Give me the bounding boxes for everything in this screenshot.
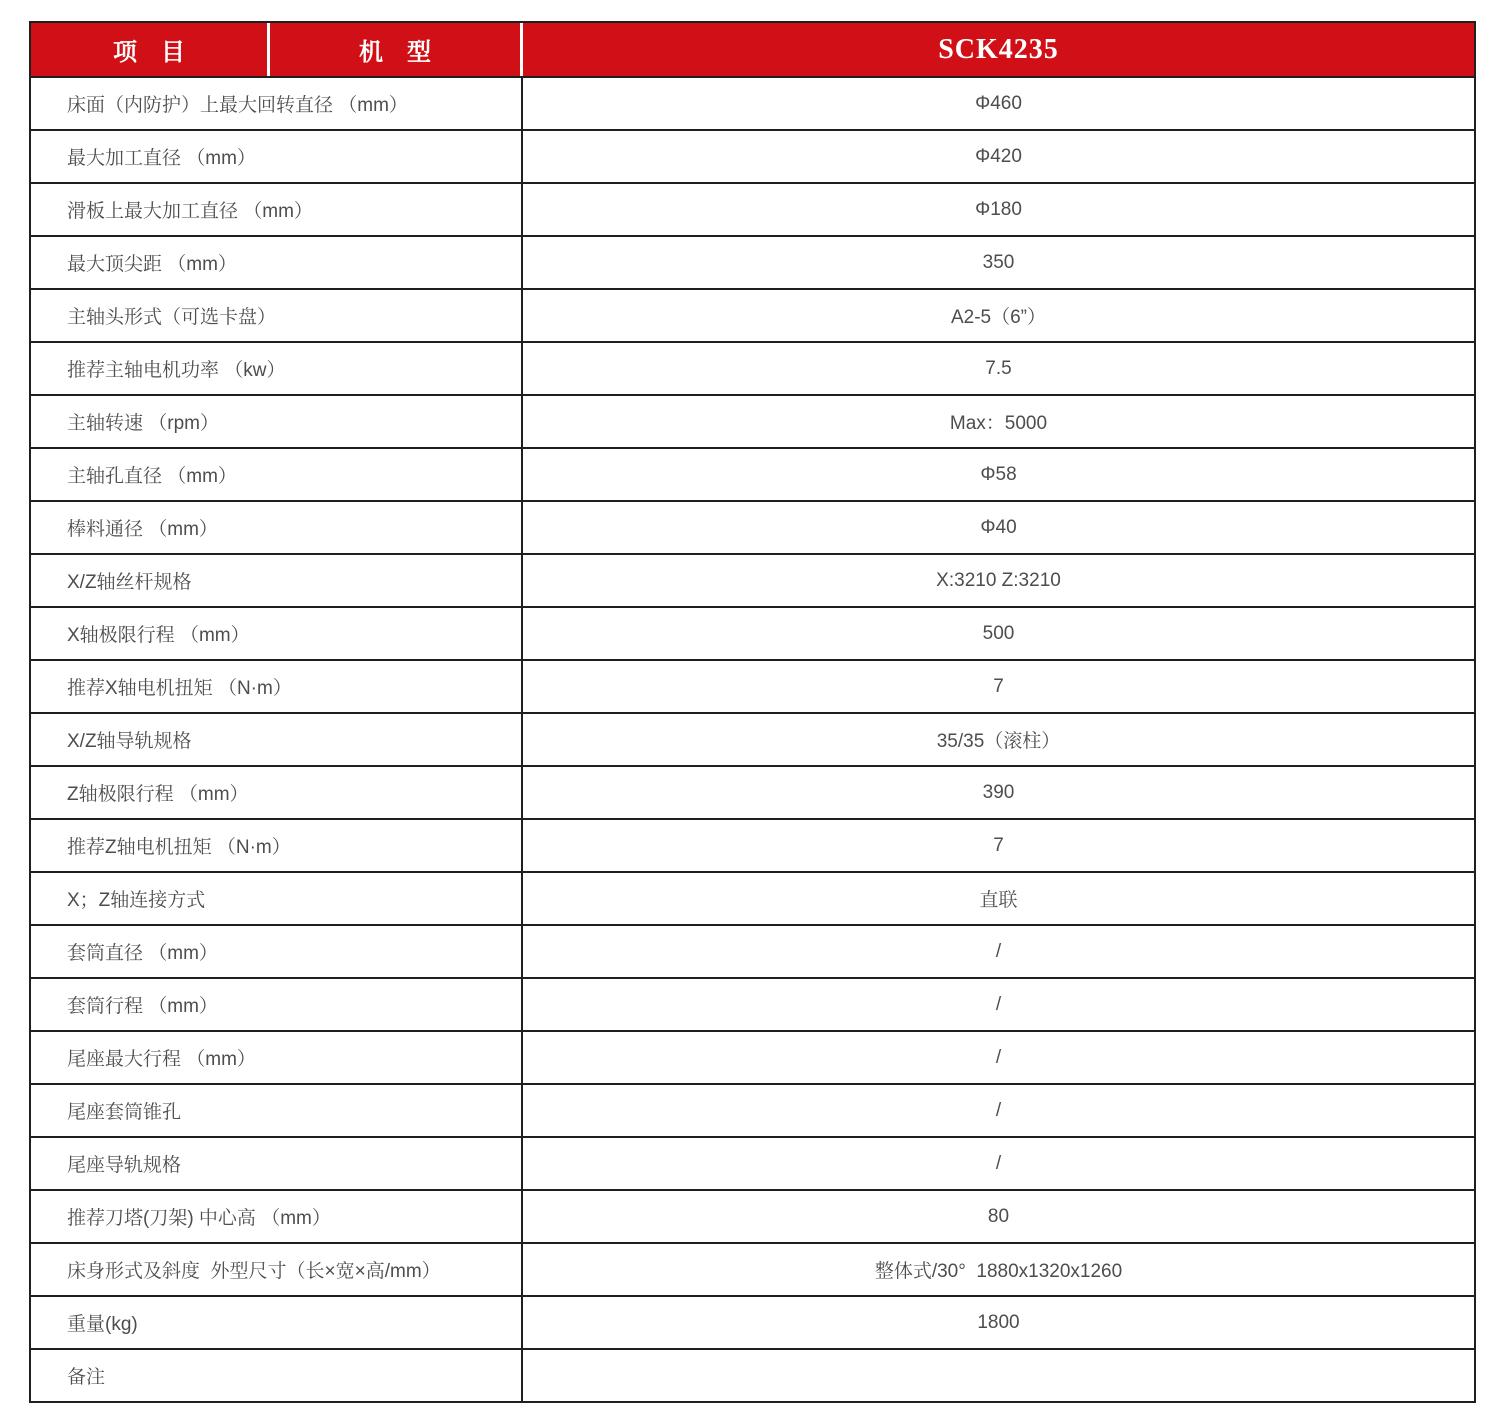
table-row: [31, 341, 1474, 394]
spec-label: 重量(kg): [31, 1297, 523, 1348]
spec-value: Φ180: [975, 198, 1022, 220]
table-header-row: [31, 23, 1474, 76]
table-row: [31, 235, 1474, 288]
spec-label: 推荐Z轴电机扭矩 （N·m）: [31, 820, 523, 871]
spec-value: /: [995, 993, 1002, 1015]
spec-value: 7: [993, 675, 1004, 697]
table-row: [31, 765, 1474, 818]
table-row: [31, 447, 1474, 500]
spec-value: 整体式/30° 1880x1320x1260: [874, 1261, 1123, 1282]
header-model-value: SCK4235: [938, 33, 1059, 65]
spec-label: 最大顶尖距 （mm）: [31, 237, 523, 288]
spec-value: 80: [987, 1205, 1010, 1227]
spec-value: 直联: [979, 890, 1018, 911]
table-row: [31, 606, 1474, 659]
spec-value: 350: [982, 251, 1015, 273]
table-row: [31, 1348, 1474, 1401]
table-row: [31, 1030, 1474, 1083]
table-row: [31, 394, 1474, 447]
spec-value: [523, 1350, 1474, 1401]
spec-label: 推荐X轴电机扭矩 （N·m）: [31, 661, 523, 712]
table-row: [31, 182, 1474, 235]
table-row: [31, 1295, 1474, 1348]
spec-label: Z轴极限行程 （mm）: [31, 767, 523, 818]
spec-label: 主轴孔直径 （mm）: [31, 449, 523, 500]
spec-label: 主轴头形式（可选卡盘）: [31, 290, 523, 341]
table-row: [31, 871, 1474, 924]
table-row: [31, 129, 1474, 182]
spec-value: 35/35（滚柱）: [936, 731, 1061, 752]
spec-value: Φ420: [975, 145, 1022, 167]
spec-label: 套筒直径 （mm）: [31, 926, 523, 977]
table-row: [31, 924, 1474, 977]
table-row: [31, 712, 1474, 765]
table-row: [31, 1083, 1474, 1136]
spec-value: A2-5（6”）: [950, 307, 1047, 328]
spec-label: 床身形式及斜度 外型尺寸（长×宽×高/mm）: [31, 1244, 523, 1295]
spec-value: 390: [982, 781, 1015, 803]
spec-value: 7: [993, 834, 1004, 856]
table-row: [31, 818, 1474, 871]
spec-value: /: [995, 1046, 1002, 1068]
spec-value: Φ40: [980, 516, 1017, 538]
spec-value: Φ460: [975, 92, 1022, 114]
header-model-column: 机 型: [270, 23, 523, 76]
spec-table: [29, 21, 1476, 1403]
spec-value: Max：5000: [949, 413, 1048, 434]
spec-label: X轴极限行程 （mm）: [31, 608, 523, 659]
spec-value: Φ58: [980, 463, 1017, 485]
spec-label: 棒料通径 （mm）: [31, 502, 523, 553]
spec-label: 备注: [31, 1350, 523, 1401]
spec-label: 尾座套筒锥孔: [31, 1085, 523, 1136]
spec-label: X；Z轴连接方式: [31, 873, 523, 924]
table-row: [31, 76, 1474, 129]
spec-label: 推荐刀塔(刀架) 中心高 （mm）: [31, 1191, 523, 1242]
spec-label: 推荐主轴电机功率 （kw）: [31, 343, 523, 394]
spec-value: 1800: [977, 1311, 1020, 1333]
spec-rows: [31, 76, 1474, 1401]
spec-value: X:3210 Z:3210: [936, 569, 1061, 591]
table-row: [31, 500, 1474, 553]
spec-value: 500: [982, 622, 1015, 644]
spec-label: X/Z轴导轨规格: [31, 714, 523, 765]
spec-label: X/Z轴丝杆规格: [31, 555, 523, 606]
table-row: [31, 553, 1474, 606]
spec-value: /: [995, 1099, 1002, 1121]
table-row: [31, 659, 1474, 712]
spec-value: /: [995, 940, 1002, 962]
header-item-column: 项 目: [31, 23, 270, 76]
spec-label: 滑板上最大加工直径 （mm）: [31, 184, 523, 235]
table-row: [31, 1242, 1474, 1295]
table-row: [31, 288, 1474, 341]
spec-label: 尾座导轨规格: [31, 1138, 523, 1189]
spec-label: 最大加工直径 （mm）: [31, 131, 523, 182]
spec-value: /: [995, 1152, 1002, 1174]
spec-label: 套筒行程 （mm）: [31, 979, 523, 1030]
table-row: [31, 977, 1474, 1030]
spec-label: 尾座最大行程 （mm）: [31, 1032, 523, 1083]
table-row: [31, 1136, 1474, 1189]
spec-value: 7.5: [985, 357, 1012, 379]
table-row: [31, 1189, 1474, 1242]
spec-label: 床面（内防护）上最大回转直径 （mm）: [31, 78, 523, 129]
spec-label: 主轴转速 （rpm）: [31, 396, 523, 447]
